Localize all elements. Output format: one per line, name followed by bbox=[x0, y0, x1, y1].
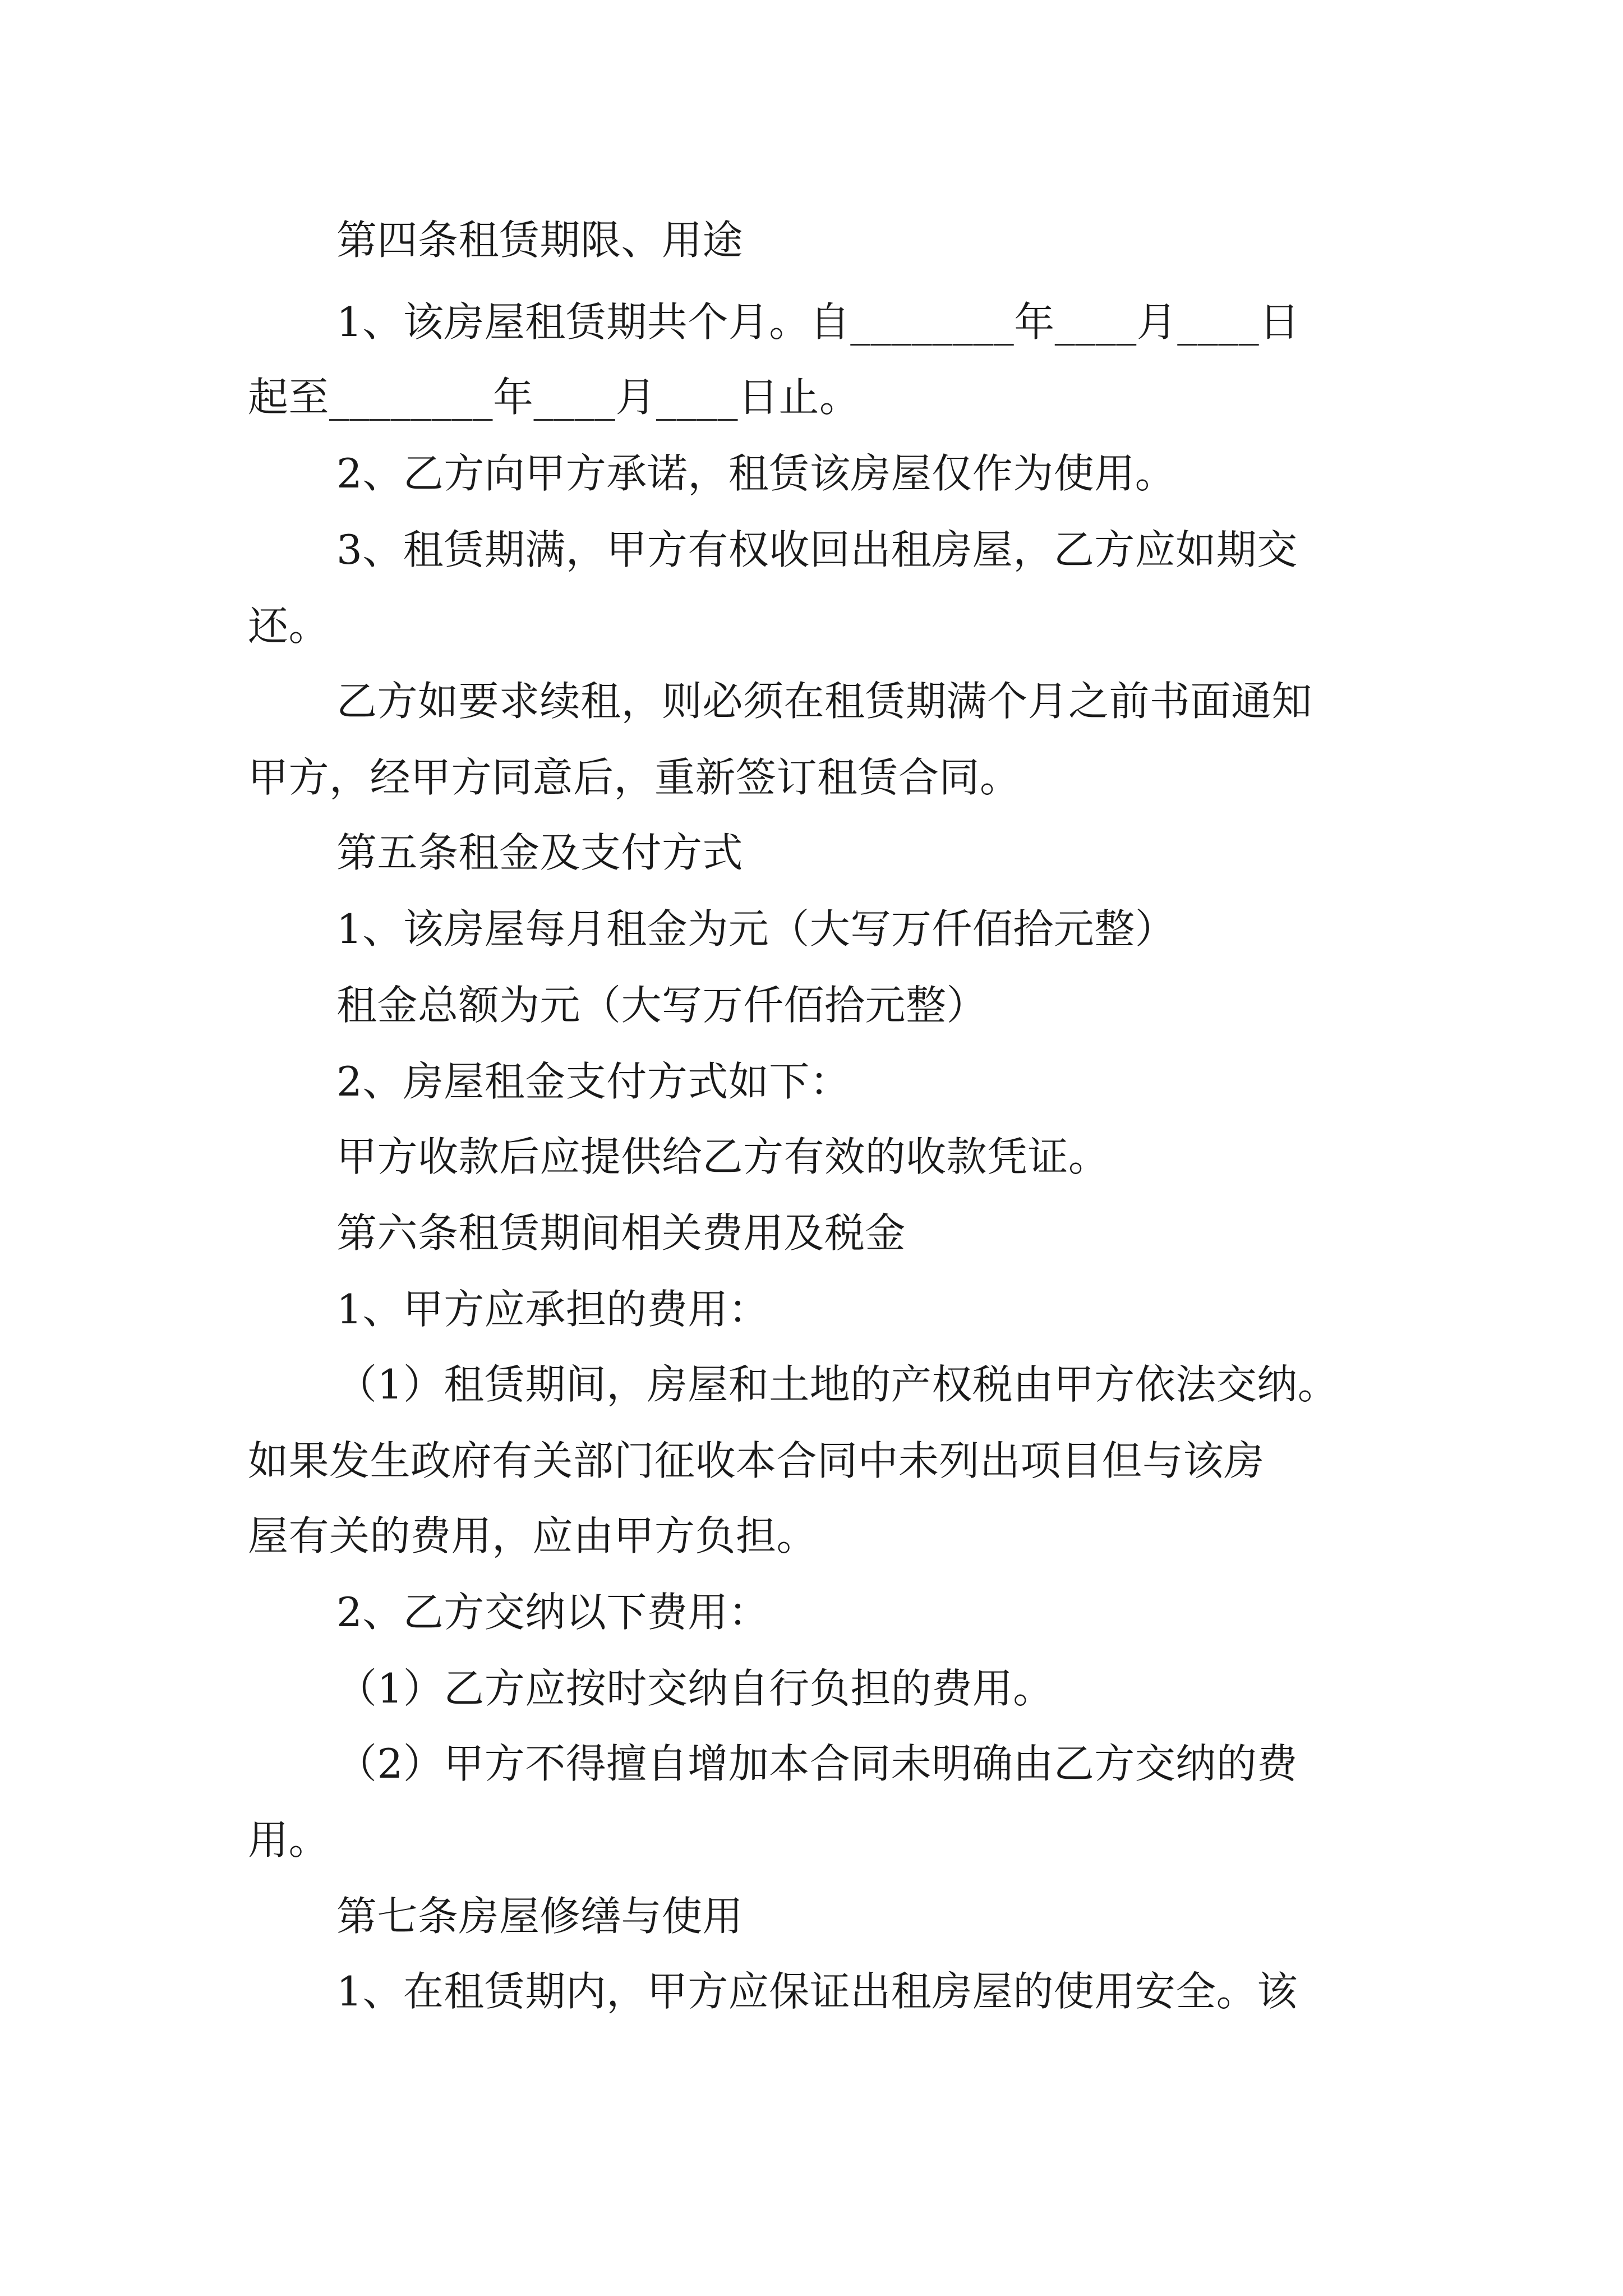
article-6-item-1-cont2: 屋有关的费用，应由甲方负担。 bbox=[248, 1512, 818, 1559]
renewal-paragraph-cont: 甲方，经甲方同意后，重新签订租赁合同。 bbox=[248, 754, 1021, 801]
article-6-item-1-cont: 如果发生政府有关部门征收本合同中未列出项目但与该房 bbox=[248, 1437, 1265, 1484]
renewal-paragraph: 乙方如要求续租，则必须在租赁期满个月之前书面通知 bbox=[336, 678, 1313, 725]
article-4-clause-1: 1、该房屋租赁期共个月。自________年____月____日 bbox=[336, 298, 1300, 346]
article-4-clause-1-cont: 起至________年____月____日止。 bbox=[248, 374, 860, 421]
article-6-clause-2-item-2: （2）甲方不得擅自增加本合同未明确由乙方交纳的费 bbox=[336, 1740, 1298, 1787]
article-5-clause-2: 2、房屋租金支付方式如下： bbox=[336, 1058, 851, 1105]
article-6-clause-2: 2、乙方交纳以下费用： bbox=[336, 1589, 769, 1636]
article-4-clause-3-cont: 还。 bbox=[248, 602, 330, 650]
article-5-clause-1: 1、该房屋每月租金为元（大写万仟佰拾元整） bbox=[336, 905, 1176, 953]
article-6-clause-2-item-1: （1）乙方应按时交纳自行负担的费用。 bbox=[336, 1665, 1054, 1712]
rent-total-line: 租金总额为元（大写万仟佰拾元整） bbox=[336, 982, 988, 1029]
article-6-heading: 第六条租赁期间相关费用及税金 bbox=[336, 1209, 906, 1257]
article-5-heading: 第五条租金及支付方式 bbox=[336, 829, 744, 876]
article-7-heading: 第七条房屋修缮与使用 bbox=[336, 1893, 744, 1940]
article-6-clause-2-item-2-cont: 用。 bbox=[248, 1816, 330, 1864]
article-4-heading: 第四条租赁期限、用途 bbox=[336, 217, 744, 264]
receipt-line: 甲方收款后应提供给乙方有效的收款凭证。 bbox=[336, 1133, 1109, 1180]
article-4-clause-2: 2、乙方向甲方承诺，租赁该房屋仅作为使用。 bbox=[336, 450, 1176, 497]
article-4-clause-3: 3、租赁期满，甲方有权收回出租房屋，乙方应如期交 bbox=[336, 526, 1298, 573]
article-6-item-1: （1）租赁期间，房屋和土地的产权税由甲方依法交纳。 bbox=[336, 1361, 1339, 1408]
article-6-clause-1: 1、甲方应承担的费用： bbox=[336, 1286, 769, 1333]
article-7-clause-1: 1、在租赁期内，甲方应保证出租房屋的使用安全。该 bbox=[336, 1968, 1298, 2015]
